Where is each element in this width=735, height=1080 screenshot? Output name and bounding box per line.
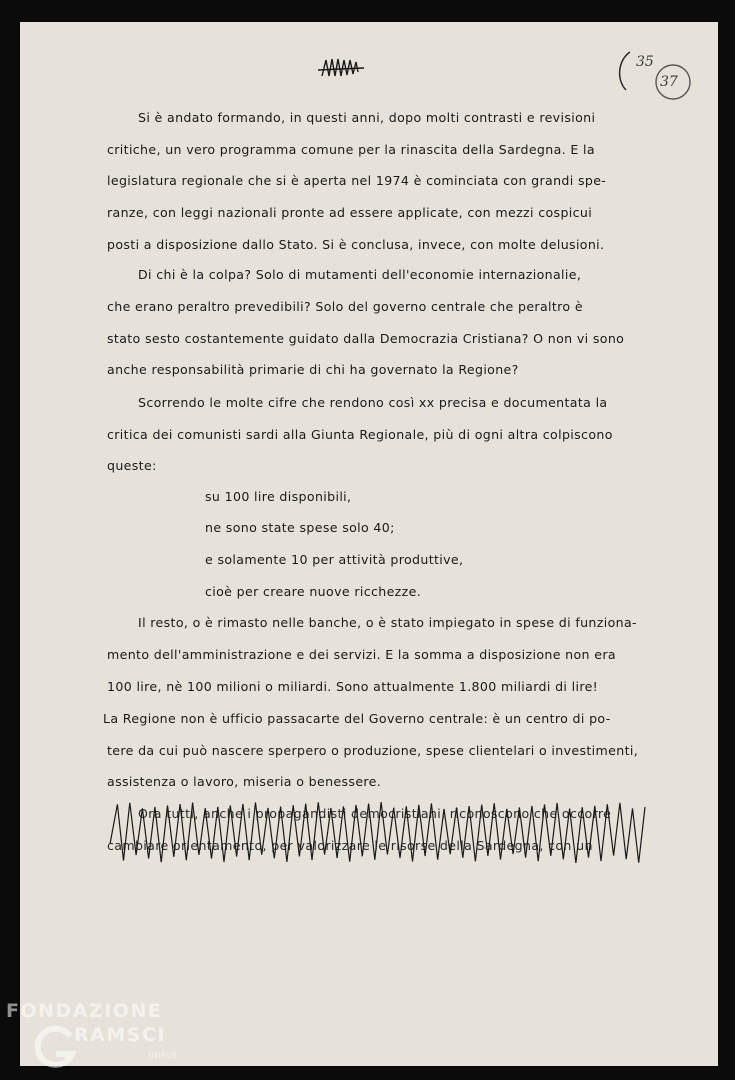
text-line: stato sesto costantemente guidato dalla Democrazia Cristiana? O non vi sono bbox=[107, 331, 625, 346]
page-number-original: 35 bbox=[636, 54, 654, 70]
watermark-g-logo bbox=[32, 1024, 78, 1070]
text-line: anche responsabilità primarie di chi ha governato la Regione? bbox=[107, 362, 519, 377]
text-line: legislatura regionale che si è aperta nel 1974 è cominciata con grandi spe- bbox=[107, 173, 607, 188]
text-line: mento dell'amministrazione e dei servizi. E la somma a disposizione non era bbox=[107, 647, 616, 662]
text-line: 100 lire, nè 100 milioni o miliardi. Sono attualmente 1.800 miliardi di lire! bbox=[107, 679, 599, 694]
list-item: cioè per creare nuove ricchezze. bbox=[205, 584, 422, 599]
text-line: tere da cui può nascere sperpero o produzione, spese clientelari o investimenti, bbox=[107, 743, 639, 758]
page-number-circled: 37 bbox=[660, 74, 678, 90]
watermark-line2: RAMSCI bbox=[74, 1024, 166, 1046]
text-line: Di chi è la colpa? Solo di mutamenti dell'economie internazionalie, bbox=[138, 267, 582, 282]
text-line: Si è andato formando, in questi anni, dopo molti contrasti e revisioni bbox=[138, 110, 596, 125]
archive-watermark bbox=[6, 1000, 186, 1072]
document-page bbox=[20, 22, 718, 1066]
page-mark-circles bbox=[610, 46, 700, 110]
text-line: assistenza o lavoro, miseria o benessere. bbox=[107, 774, 382, 789]
page-number-annotation bbox=[610, 46, 700, 110]
text-line: critiche, un vero programma comune per la rinascita della Sardegna. E la bbox=[107, 142, 595, 157]
list-item: e solamente 10 per attività produttive, bbox=[205, 552, 464, 567]
text-line: queste: bbox=[107, 458, 157, 473]
struck-text-line: cambiare orientamento, per valorizzare le risorse della Sardegna, con un bbox=[107, 838, 593, 853]
text-line: critica dei comunisti sardi alla Giunta Regionale, più di ogni altra colpiscono bbox=[107, 427, 613, 442]
struck-text-line: Ora tutti, anche i propagandisti democristiani, riconoscono che occorre bbox=[138, 806, 612, 821]
text-line: ranze, con leggi nazionali pronte ad essere applicate, con mezzi cospicui bbox=[107, 205, 593, 220]
watermark-line1: FONDAZIONE bbox=[6, 1000, 163, 1022]
list-item: ne sono state spese solo 40; bbox=[205, 520, 395, 535]
text-line: posti a disposizione dallo Stato. Si è conclusa, invece, con molte delusioni. bbox=[107, 237, 605, 252]
text-line: La Regione non è ufficio passacarte del Governo centrale: è un centro di po- bbox=[103, 711, 611, 726]
watermark-suffix: onlus bbox=[148, 1050, 178, 1061]
list-item: su 100 lire disponibili, bbox=[205, 489, 352, 504]
text-line: Il resto, o è rimasto nelle banche, o è stato impiegato in spese di funziona- bbox=[138, 615, 637, 630]
text-line: Scorrendo le molte cifre che rendono così xx precisa e documentata la bbox=[138, 395, 608, 410]
crossed-out-heading-scribble bbox=[316, 54, 366, 82]
text-line: che erano peraltro prevedibili? Solo del governo centrale che peraltro è bbox=[107, 299, 583, 314]
